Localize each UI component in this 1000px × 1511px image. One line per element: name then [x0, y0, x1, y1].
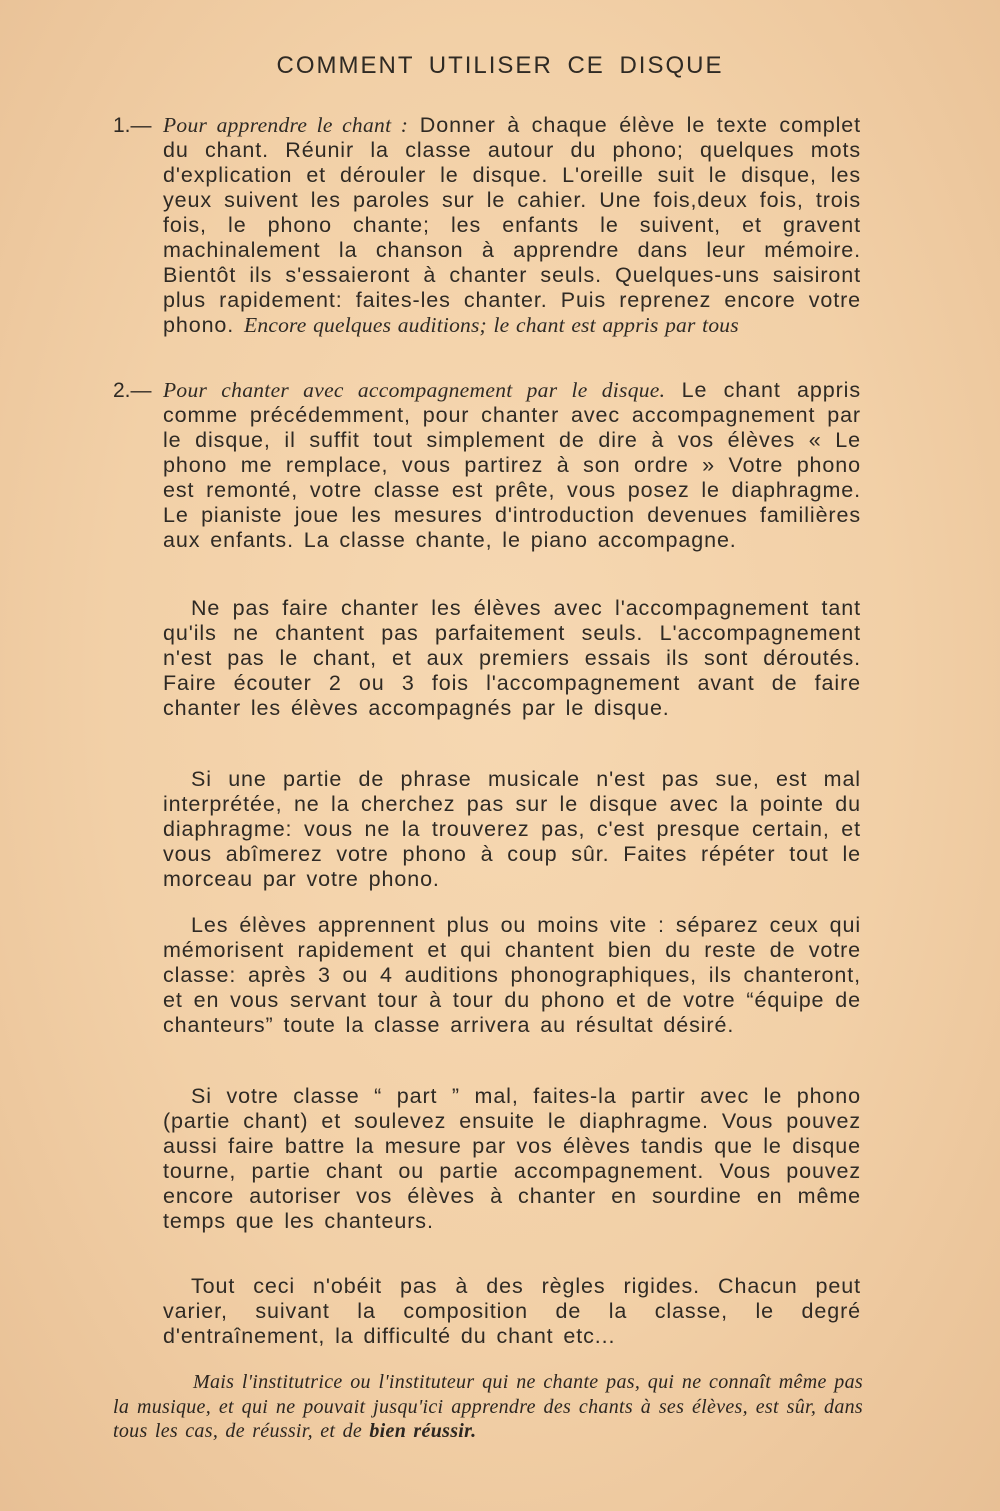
closing-emphasis: bien réussir. [369, 1420, 477, 1442]
closing-note [113, 1370, 863, 1444]
section-1 [113, 113, 861, 338]
section-body [163, 378, 861, 553]
paragraph: Ne pas faire chanter les élèves avec l'accompagnement tant qu'ils ne chantent pas parfaitement seuls. L'accompagnement n'est pas le chant, et aux premiers essais ils sont déroutés. Faire écouter 2 ou 3 fois l'accompagnement avant de faire chanter les élèves accompagnés par le disque. [163, 596, 861, 720]
section-text: Donner à chaque élève le texte complet du chant. Réunir la classe autour du phono; quelques mots d'explication et dérouler le disque. L'oreille suit le disque, les yeux suivent les paroles sur le cahier. Une fois,deux fois, trois fois, le phono chante; les enfants le suivent, et gravent machinalement la chanson à apprendre dans leur mémoire. Bientôt ils s'essaieront à chanter seuls. Quelques-uns saisiront plus rapidement: faites-les chanter. Puis reprenez encore votre phono. [163, 113, 862, 337]
section-text: Le chant appris comme précédemment, pour chanter avec accompagnement par le disque, il suffit tout simplement de dire à vos élèves « Le phono me remplace, vous partirez à son ordre » Votre phono est remonté, votre classe est prête, vous posez le diaphragme. Le pianiste joue les mesures d'introduction devenues familières aux enfants. La classe chante, le piano accompagne. [163, 378, 862, 552]
paragraph: Si une partie de phrase musicale n'est pas sue, est mal interprétée, ne la cherchez pas sur le disque avec la pointe du diaphragme: vous ne la trouverez pas, c'est presque certain, et vous abîmerez votre phono à coup sûr. Faites répéter tout le morceau par votre phono. [163, 767, 861, 891]
section-tail: Encore quelques auditions; le chant est appris par tous [244, 313, 739, 337]
section-lead: Pour chanter avec accompagnement par le disque. [163, 378, 666, 402]
section-number: 1.— [113, 114, 152, 137]
section-lead: Pour apprendre le chant : [163, 113, 409, 137]
closing-text: Mais l'institutrice ou l'instituteur qui ne chante pas, qui ne connaît même pas la musique, et qui ne pouvait jusqu'ici apprendre des chants à ses élèves, est sûr, dans tous les cas, de réussir, et de [113, 1371, 863, 1442]
paragraph: Les élèves apprennent plus ou moins vite : séparez ceux qui mémorisent rapidement et qui chantent bien du reste de votre classe: après 3 ou 4 auditions phonographiques, ils chanteront, et en vous servant tour à tour du phono et de votre “équipe de chanteurs” toute la classe arrivera au résultat désiré. [163, 913, 861, 1037]
page-title: COMMENT UTILISER CE DISQUE [276, 52, 724, 79]
paragraph: Tout ceci n'obéit pas à des règles rigides. Chacun peut varier, suivant la composition de la classe, le degré d'entraînement, la difficulté du chant etc... [163, 1274, 861, 1348]
section-2 [113, 378, 861, 553]
section-body [163, 113, 861, 338]
paragraph: Si votre classe “ part ” mal, faites-la partir avec le phono (partie chant) et soulevez ensuite le diaphragme. Vous pouvez aussi faire battre la mesure par vos élèves tandis que le disque tourne, partie chant ou partie accompagnement. Vous pouvez encore autoriser vos élèves à chanter en sourdine en même temps que les chanteurs. [163, 1084, 861, 1233]
section-number: 2.— [113, 379, 152, 402]
